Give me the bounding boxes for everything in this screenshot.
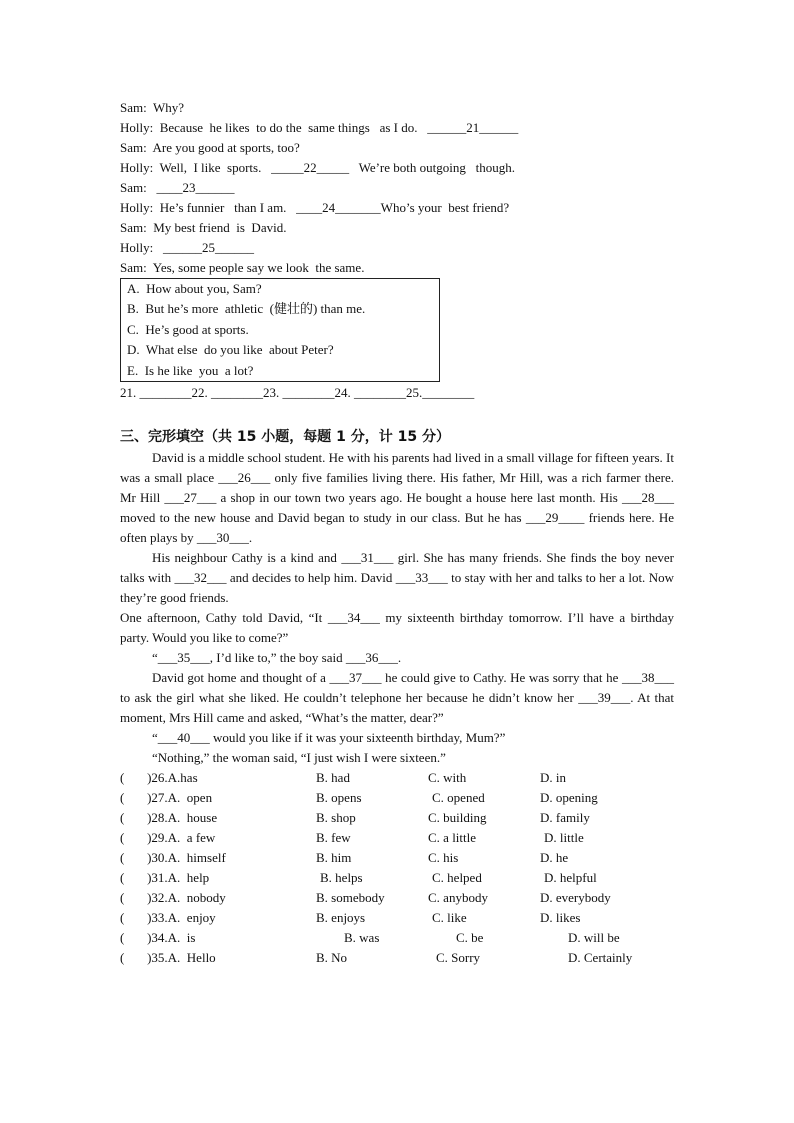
question-row [120,928,674,948]
option-item: B. But he’s more athletic (健壮的) than me. [127,301,366,317]
question-label: ( )33.A. enjoy [120,909,216,925]
passage-paragraph: “___35___, I’d like to,” the boy said ___36___. [152,649,402,665]
question-label: ( )28.A. house [120,809,218,825]
exam-page [120,98,674,968]
dialog-line: Holly: He’s funnier than I am. ____24_______Who’s your best friend? [120,200,510,215]
option-d: D. Certainly [568,949,633,965]
option-b: B. somebody [316,889,385,905]
option-c: C. helped [432,869,482,885]
question-row [120,848,674,868]
option-b: B. was [344,929,380,945]
passage-paragraph: “___40___ would you like if it was your sixteenth birthday, Mum?” [152,729,506,745]
question-row [120,888,674,908]
option-d: D. little [544,829,584,845]
question-row [120,808,674,828]
option-d: D. he [540,849,569,865]
question-label: ( )26.A.has [120,769,198,785]
option-b: B. opens [316,789,362,805]
option-b: B. enjoys [316,909,366,925]
dialog-line: Sam: Why? [120,100,185,115]
question-row [120,908,674,928]
question-row [120,788,674,808]
option-c: C. Sorry [436,949,481,965]
answer-line: 21. ________22. ________23. ________24. ________25.________ [120,384,475,400]
option-b: B. No [316,949,348,965]
section-title: 三、完形填空（共 15 小题，每题 1 分，计 15 分） [120,428,450,445]
passage-paragraph: One afternoon, Cathy told David, “It ___34___ my sixteenth birthday tomorrow. I’ll have a birthday party. Would you like to come?” [120,609,674,645]
question-label: ( )35.A. Hello [120,949,216,965]
option-c: C. with [428,769,467,785]
option-b: B. few [316,829,351,845]
option-b: B. helps [320,869,363,885]
option-item: C. He’s good at sports. [127,321,249,337]
passage-paragraph: His neighbour Cathy is a kind and ___31___ girl. She has many friends. She finds the boy never talks with ___32___ and decides to help him. David ___33___ to stay with her and talks to her a lot. Now they’re good friends. [120,549,674,605]
option-d: D. in [540,769,566,785]
option-c: C. like [432,909,467,925]
question-list [120,768,674,968]
options-box [120,278,440,382]
passage-paragraph: David is a middle school student. He with his parents had lived in a small village for fifteen years. It was a small place ___26___ only five families living there. His father, Mr Hill, was a rich farmer there. Mr Hill ___27___ a shop in our town two years ago. He bought a house here last month. His ___28___ moved to the new house and David began to study in our class. But he has ___29____ friends here. He often plays by ___30___. [120,449,674,545]
option-item: A. How about you, Sam? [127,281,262,296]
option-d: D. helpful [544,869,597,885]
option-d: D. will be [568,929,620,945]
option-d: D. opening [540,789,598,805]
question-row [120,768,674,788]
dialog-line: Holly: Because he likes to do the same things as I do. ______21______ [120,120,519,135]
option-c: C. building [428,809,487,825]
question-row [120,828,674,848]
dialog-line: Holly: ______25______ [120,240,254,255]
dialog-line: Holly: Well, I like sports. _____22_____ We’re both outgoing though. [120,160,515,175]
question-label: ( )30.A. himself [120,849,226,865]
question-label: ( )34.A. is [120,929,196,945]
option-c: C. anybody [428,889,488,905]
option-c: C. his [428,849,459,865]
question-row [120,868,674,888]
option-c: C. opened [432,789,485,805]
question-label: ( )29.A. a few [120,829,216,845]
option-c: C. be [456,929,484,945]
option-b: B. had [316,769,350,785]
dialog-line: Sam: My best friend is David. [120,220,287,235]
passage-paragraph: “Nothing,” the woman said, “I just wish I were sixteen.” [152,749,446,765]
option-item: E. Is he like you a lot? [127,362,254,378]
option-c: C. a little [428,829,477,845]
passage [120,448,674,768]
dialog-line: Sam: Are you good at sports, too? [120,140,300,155]
question-label: ( )31.A. help [120,869,210,885]
dialog-line: Sam: ____23______ [120,180,235,195]
dialog-block [120,98,674,278]
option-d: D. everybody [540,889,611,905]
dialog-line: Sam: Yes, some people say we look the same. [120,260,365,275]
option-d: D. likes [540,909,581,925]
option-d: D. family [540,809,590,825]
question-row [120,948,674,968]
option-b: B. shop [316,809,356,825]
question-label: ( )32.A. nobody [120,889,226,905]
option-item: D. What else do you like about Peter? [127,342,334,358]
option-b: B. him [316,849,352,865]
passage-paragraph: David got home and thought of a ___37___ he could give to Cathy. He was sorry that he ___38___ to ask the girl what she liked. He couldn’t telephone her because he didn’t know her ___39___. At that moment, Mrs Hill came and asked, “What’s the matter, dear?” [120,669,674,725]
question-label: ( )27.A. open [120,789,213,805]
